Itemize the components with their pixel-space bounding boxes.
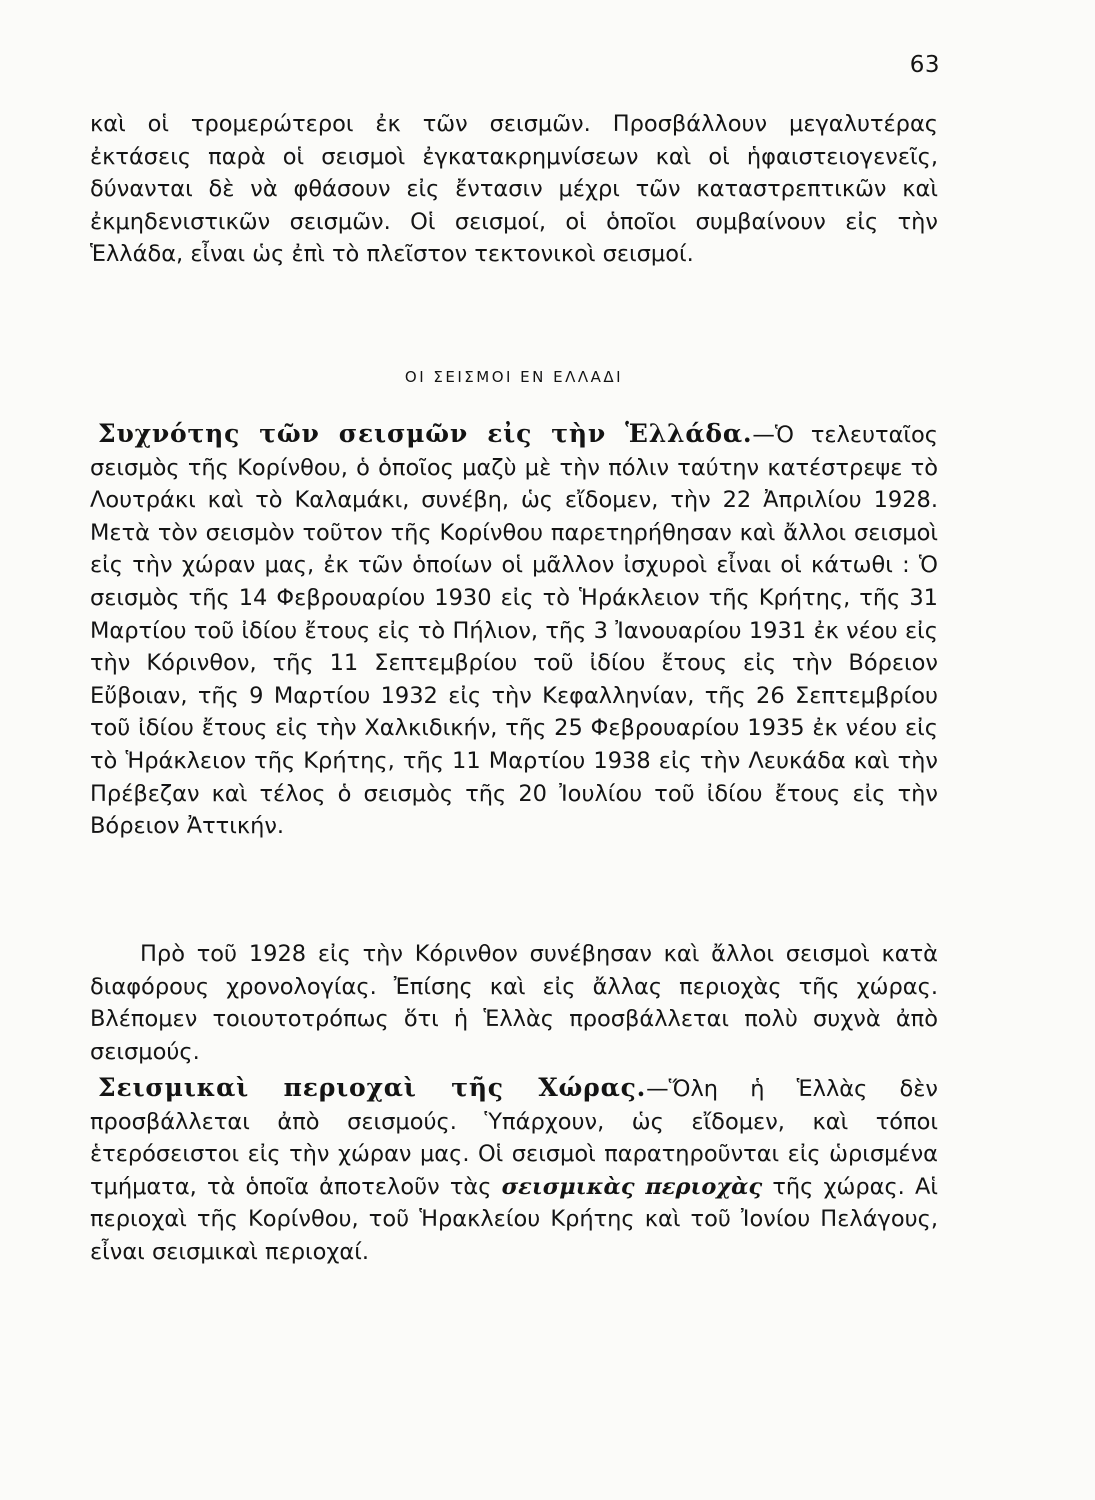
regions-text-before: —Ὅλη ἡ Ἑλλὰς δὲν προσβάλλεται ἀπὸ σεισμούς. Ὑπάρχουν, ὡς εἴδομεν, καὶ τόποι ἑτερόσειστοι εἰς τὴν χώραν μας. Οἱ σεισμοὶ παρατηροῦνται εἰς ὡρισμένα τμήματα, τὰ ὁποῖα ἀποτελοῦν τὰς <box>90 1076 938 1200</box>
frequency-paragraph <box>90 418 938 843</box>
intro-paragraph: καὶ οἱ τρομερώτεροι ἐκ τῶν σεισμῶν. Προσβάλλουν μεγαλυτέρας ἐκτάσεις παρὰ οἱ σεισμοὶ ἐγκατακρημνίσεων καὶ οἱ ἡφαιστειογενεῖς, δύνανται δὲ νὰ φθάσουν εἰς ἔντασιν μέχρι τῶν καταστρεπτικῶν καὶ ἐκμηδενιστικῶν σεισμῶν. Οἱ σεισμοί, οἱ ὁποῖοι συμβαίνουν εἰς τὴν Ἑλλάδα, εἶναι ὡς ἐπὶ τὸ πλεῖστον τεκτονικοὶ σεισμοί. <box>90 111 938 268</box>
regions-paragraph <box>90 1072 938 1269</box>
before-1928-paragraph: Πρὸ τοῦ 1928 εἰς τὴν Κόρινθον συνέβησαν καὶ ἄλλοι σεισμοὶ κατὰ διαφόρους χρονολογίας. Ἐπίσης καὶ εἰς ἄλλας περιοχὰς τῆς χώρας. Βλέπομεν τοιουτοτρόπως ὅτι ἡ Ἑλλὰς προσβάλλεται πολὺ συχνὰ ἀπὸ σεισμούς. <box>90 941 938 1065</box>
regions-emphasis: σεισμικὰς περιοχὰς <box>501 1173 763 1200</box>
regions-text-after: τῆς χώρας. Αἱ περιοχαὶ τῆς Κορίνθου, τοῦ Ἡρακλείου Κρήτης καὶ τοῦ Ἰονίου Πελάγους, εἶναι σεισμικαὶ περιοχαί. <box>90 1173 938 1265</box>
page-number: 63 <box>909 52 940 78</box>
frequency-heading: Συχνότης τῶν σεισμῶν εἰς τὴν Ἑλλάδα. <box>98 419 753 448</box>
frequency-text: —Ὁ τελευταῖος σεισμὸς τῆς Κορίνθου, ὁ ὁποῖος μαζὺ μὲ τὴν πόλιν ταύτην κατέστρεψε τὸ Λουτράκι καὶ τὸ Καλαμάκι, συνέβη, ὡς εἴδομεν, τὴν 22 Ἀπριλίου 1928. Μετὰ τὸν σεισμὸν τοῦτον τῆς Κορίνθου παρετηρήθησαν καὶ ἄλλοι σεισμοὶ εἰς τὴν χώραν μας, ἐκ τῶν ὁποίων οἱ μᾶλλον ἰσχυροὶ εἶναι οἱ κάτωθι : Ὁ σεισμὸς τῆς 14 Φεβρουαρίου 1930 εἰς τὸ Ἡράκλειον τῆς Κρήτης, τῆς 31 Μαρτίου τοῦ ἰδίου ἔτους εἰς τὸ Πήλιον, τῆς 3 Ἰανουαρίου 1931 ἐκ νέου εἰς τὴν Κόρινθον, τῆς 11 Σεπτεμβρίου τοῦ ἰδίου ἔτους εἰς τὴν Βόρειον Εὔβοιαν, τῆς 9 Μαρτίου 1932 εἰς τὴν Κεφαλληνίαν, τῆς 26 Σεπτεμβρίου τοῦ ἰδίου ἔτους εἰς τὴν Χαλκιδικήν, τῆς 25 Φεβρουαρίου 1935 ἐκ νέου εἰς τὸ Ἡράκλειον τῆς Κρήτης, τῆς 11 Μαρτίου 1938 εἰς τὴν Λευκάδα καὶ τὴν Πρέβεζαν καὶ τέλος ὁ σεισμὸς τῆς 20 Ἰουλίου τοῦ ἰδίου ἔτους εἰς τὴν Βόρειον Ἀττικήν. <box>90 422 938 840</box>
regions-heading: Σεισμικαὶ περιοχαὶ τῆς Χώρας. <box>98 1073 647 1102</box>
section-heading: ΟΙ ΣΕΙΣΜΟΙ ΕΝ ΕΛΛΑΔΙ <box>404 368 624 386</box>
